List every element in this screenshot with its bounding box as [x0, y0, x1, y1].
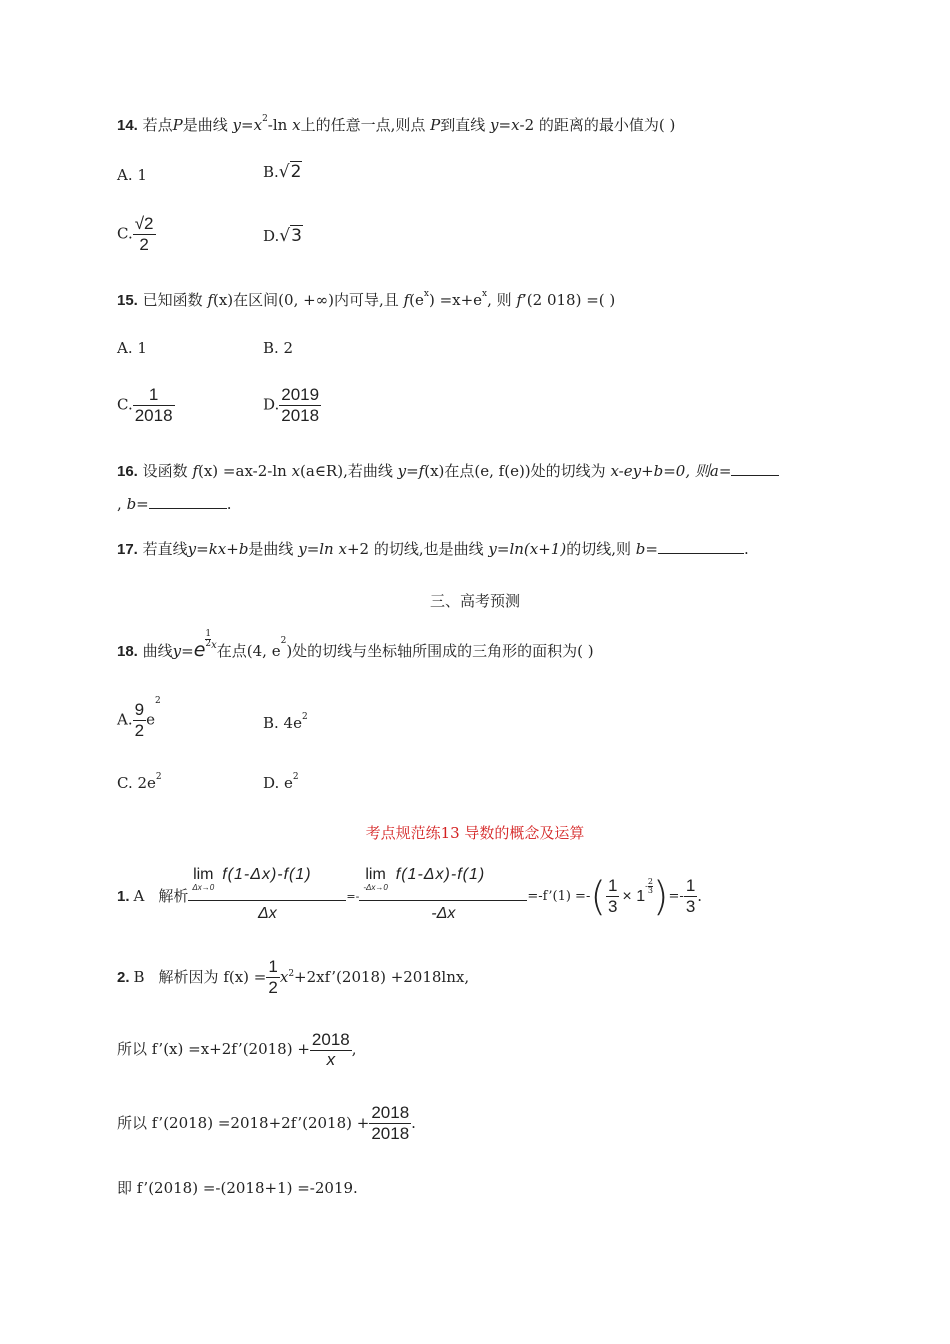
question-text: 在区间(0, +∞)内可导,且 [233, 291, 399, 309]
numerator: 1 [607, 876, 618, 895]
curve-eq: y=ln [298, 540, 334, 558]
question-text: ’(2 018) =( ) [522, 291, 616, 309]
fraction [310, 1030, 352, 1068]
equals-expr: =-f’(1) =- [527, 889, 591, 904]
fraction [684, 876, 697, 917]
var-p: P [430, 116, 441, 134]
arg: (x) [213, 291, 234, 309]
question-text: -2 的距离的最小值为( ) [519, 116, 676, 134]
radicand: 2 [290, 162, 302, 182]
numerator: 1 [148, 385, 159, 404]
option-d [263, 772, 299, 792]
question-text: 的切线,则 [566, 540, 631, 558]
numerator: 2 [647, 877, 653, 886]
limit-expression [188, 866, 346, 927]
answer-number: 1. [117, 888, 130, 905]
question-text: (a∈R),若曲线 [300, 462, 393, 480]
question-16-line2 [117, 496, 232, 512]
question-14 [117, 114, 676, 134]
answer-a-label: a= [709, 462, 732, 480]
question-18 [117, 629, 594, 661]
denominator: 2018 [281, 406, 320, 425]
option-label: A. [117, 710, 133, 729]
question-number: 14. [117, 117, 138, 134]
answer-2-line3 [117, 1103, 416, 1144]
analysis-text: 所以 f’(x) =x+2f’(2018) + [117, 1039, 310, 1058]
answer-2-line2 [117, 1030, 357, 1068]
limit-denominator: Δx [258, 905, 277, 922]
equals: =- [668, 889, 684, 904]
numerator: 2018 [371, 1103, 410, 1122]
denominator: 2018 [134, 406, 173, 425]
answer-blank-a[interactable] [731, 463, 779, 476]
exponent: x [482, 289, 488, 299]
func-f: f [207, 291, 213, 309]
exp-base: e [193, 639, 206, 661]
denominator: x [310, 1050, 352, 1068]
fraction [133, 214, 156, 255]
option-b-text: B. 2 [263, 339, 294, 357]
arg: (e [409, 291, 424, 309]
question-text: 是曲线 [248, 540, 294, 558]
fraction [369, 1103, 411, 1144]
numerator: 2018 [311, 1030, 350, 1049]
numerator: 1 [685, 876, 696, 895]
question-text: +2 的切线,也是曲线 [346, 540, 484, 558]
limit-denominator: -Δx [431, 905, 456, 922]
question-16 [117, 463, 779, 479]
fraction [266, 957, 279, 998]
option-label: D. [263, 227, 280, 245]
denominator: 2018 [371, 1124, 410, 1143]
lim-word: lim [365, 866, 386, 883]
period: . [743, 540, 749, 558]
denominator: 2 [268, 978, 278, 997]
answer-blank-b[interactable] [149, 496, 227, 509]
answer-b-label: b= [635, 540, 658, 558]
option-d [263, 228, 303, 245]
fraction [133, 385, 175, 426]
question-text: 到直线 [440, 116, 486, 134]
expr: ) =x+e [428, 291, 483, 309]
numerator: 1 [205, 629, 212, 639]
question-text: 已知函数 [142, 291, 203, 309]
answer-b-label: b= [126, 495, 149, 513]
denominator: 2 [133, 234, 156, 255]
option-b [263, 164, 302, 181]
question-text: 若点 [142, 116, 173, 134]
question-text: 曲线 [142, 642, 173, 660]
answer-number: 2. [117, 969, 130, 986]
limit-numerator: f(1-Δx)-f(1) [222, 866, 312, 883]
question-17 [117, 541, 749, 557]
analysis-text: 解析因为 f(x) = [158, 968, 267, 986]
option-c [117, 214, 156, 255]
option-label: C. [117, 395, 133, 414]
analysis-text: +2xf’(2018) +2018lnx, [294, 968, 470, 986]
answer-2 [117, 957, 469, 998]
question-text: (x)在点(e, f(e))处的切线为 [424, 462, 606, 480]
exponent: 2 [154, 696, 161, 706]
answer-choice: B [133, 968, 145, 986]
sqrt-expr: √2 [278, 162, 302, 182]
question-text: 是曲线 [182, 116, 228, 134]
option-b [263, 341, 293, 356]
option-c [117, 385, 175, 426]
analysis-text: 即 f’(2018) =-(2018+1) =-2019. [117, 1179, 358, 1197]
exponent-var: x [211, 640, 217, 651]
option-b-text: B. 4e [263, 714, 302, 732]
denominator: 3 [647, 886, 653, 895]
option-a-text: A. 1 [117, 339, 147, 357]
option-d-text: D. e [263, 774, 293, 792]
fraction [279, 385, 321, 426]
curve-eq: y=ln(x+1) [488, 540, 567, 558]
limit-expression [359, 866, 527, 927]
exp-sign: - [645, 881, 648, 891]
answer-1 [117, 866, 702, 927]
period: . [411, 1114, 416, 1132]
numerator: 9 [134, 700, 145, 719]
question-number: 17. [117, 541, 138, 558]
answer-blank[interactable] [658, 541, 744, 554]
var-x: x [279, 968, 289, 986]
func-f: f [403, 291, 410, 309]
curve-eq: y=x [232, 116, 263, 134]
numerator: 2019 [281, 385, 320, 404]
question-number: 15. [117, 292, 138, 309]
option-tail: e [146, 710, 155, 729]
sqrt-expr: √3 [279, 226, 302, 246]
option-c [117, 772, 162, 792]
option-a [117, 168, 147, 183]
var-x: x [338, 540, 347, 558]
curve-eq: y= [172, 642, 194, 660]
question-text: )处的切线与坐标轴所围成的三角形的面积为( ) [286, 642, 594, 660]
right-paren: ) [652, 873, 669, 920]
option-a [117, 696, 161, 741]
question-text: 设函数 [142, 462, 188, 480]
var-p: P [172, 116, 183, 134]
question-text: 若直线 [142, 540, 188, 558]
var-x: x [291, 462, 301, 480]
question-number: 16. [117, 463, 138, 480]
tangent-eq: x-ey+b=0, 则 [610, 462, 710, 480]
answer-choice: A [133, 887, 145, 905]
equals: =- [346, 890, 360, 903]
exponent: 2 [301, 712, 308, 722]
exponent-fraction [645, 878, 653, 895]
question-text: 在点(4, e [216, 642, 281, 660]
numerator: √2 [134, 214, 154, 233]
exponent: x [423, 289, 429, 299]
option-c-text: C. 2e [117, 774, 156, 792]
option-a-text: A. 1 [117, 166, 147, 184]
times-expr: × 1 [622, 887, 646, 905]
comma: , [117, 495, 122, 513]
var-x: x [292, 116, 301, 134]
lim-subscript: -Δx→0 [363, 883, 388, 892]
exponent: 2 [288, 969, 295, 979]
answer-2-line4 [117, 1181, 358, 1196]
fraction [133, 700, 146, 741]
numerator: 1 [268, 957, 278, 976]
lim-word: lim [193, 866, 214, 883]
func-f: f [192, 462, 198, 480]
exponent: 2 [280, 636, 287, 646]
limit-numerator: f(1-Δx)-f(1) [395, 866, 486, 883]
exponent: 2 [262, 114, 268, 124]
question-text: 上的任意一点,则点 [300, 116, 426, 134]
question-text: , 则 [487, 291, 512, 309]
exponent: 2 [292, 772, 299, 782]
period: . [697, 887, 703, 905]
period: . [226, 495, 232, 513]
answer-section-title: 考点规范练13 导数的概念及运算 [365, 824, 585, 842]
denominator: 2 [134, 721, 145, 740]
comma: , [351, 1039, 357, 1058]
question-number: 18. [117, 643, 138, 660]
option-label: C. [117, 224, 133, 243]
option-d [263, 385, 321, 426]
curve-eq-rest: -ln [267, 116, 288, 134]
line-eq: y=kx+b [187, 540, 249, 558]
option-a [117, 341, 147, 356]
analysis-label: 解析 [158, 887, 189, 905]
option-label: B. [263, 163, 279, 181]
option-label: D. [263, 395, 280, 414]
question-15 [117, 289, 616, 309]
denominator: 2 [205, 639, 212, 649]
left-paren: ( [590, 873, 606, 920]
exponent: 2 [155, 772, 162, 782]
expr: (x) =ax-2-ln [198, 462, 287, 480]
denominator: 3 [685, 897, 696, 916]
curve-eq: y=f [397, 462, 425, 480]
lim-subscript: Δx→0 [192, 883, 215, 892]
func-f: f [516, 291, 523, 309]
line-eq: y=x [490, 116, 520, 134]
section-heading: 三、高考预测 [429, 592, 520, 610]
fraction [606, 876, 619, 917]
denominator: 3 [607, 897, 618, 916]
radicand: 3 [291, 226, 302, 246]
option-b [263, 712, 308, 732]
analysis-text: 所以 f’(2018) =2018+2f’(2018) + [117, 1114, 370, 1132]
